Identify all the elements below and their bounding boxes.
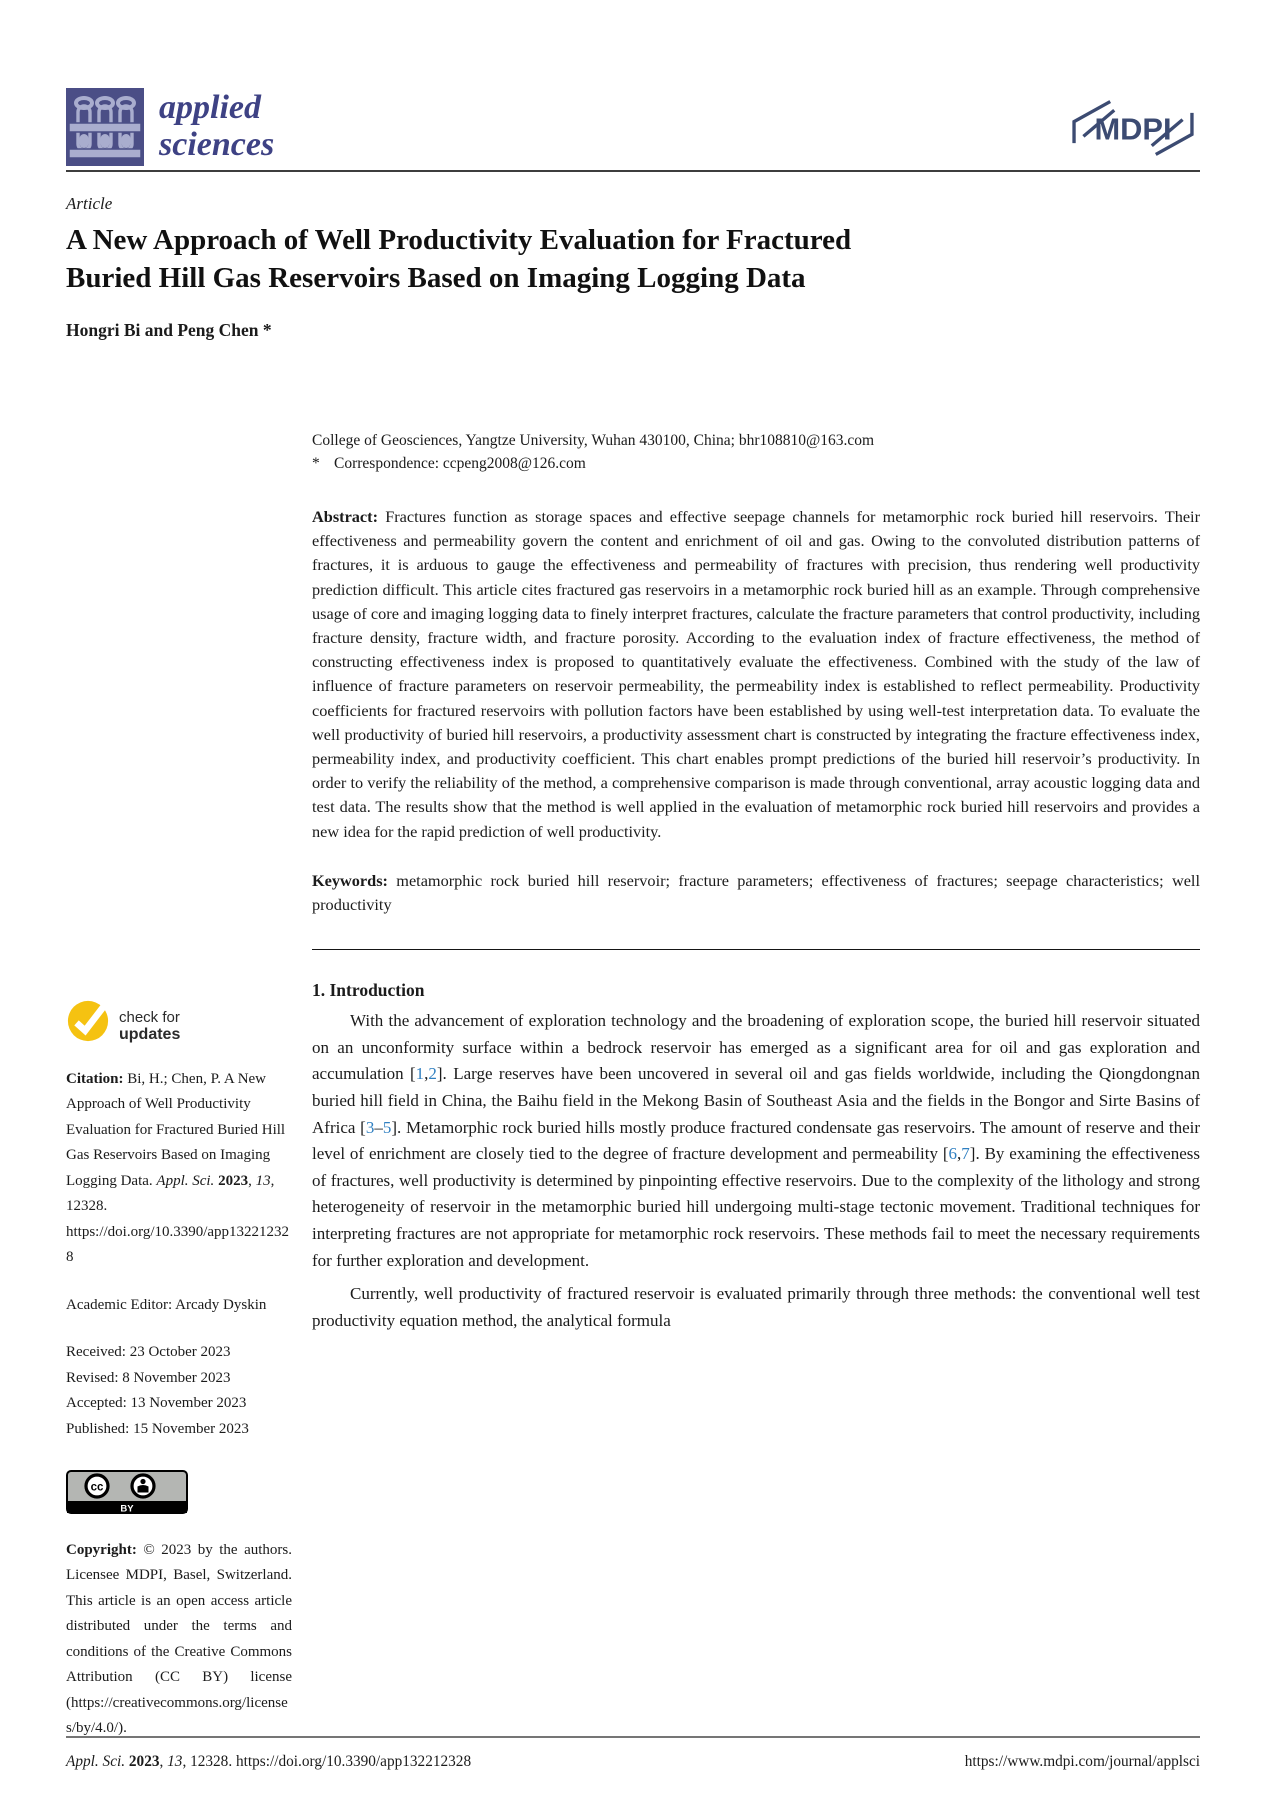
journal-brand <box>66 88 274 171</box>
correspondence-marker: * <box>312 455 320 472</box>
citation-ref-link[interactable]: 2 <box>428 1064 437 1084</box>
academic-editor-line: Academic Editor: Arcady Dyskin <box>66 1296 267 1313</box>
article-title-line2: Buried Hill Gas Reservoirs Based on Imaging Logging Data <box>66 262 806 294</box>
text-segment: Keywords: <box>312 870 397 890</box>
text-segment: 13 <box>255 1172 271 1189</box>
text-segment: Appl. Sci. <box>156 1172 219 1189</box>
text-segment: 2023 <box>128 1753 160 1770</box>
intro-paragraph-2 <box>312 1281 1200 1334</box>
check-for-updates-badge[interactable] <box>66 999 292 1053</box>
citation-ref-link[interactable]: 7 <box>961 1144 970 1164</box>
page-content <box>66 194 1200 1742</box>
intro-paragraph-1 <box>312 1008 1200 1274</box>
affiliation-line: College of Geosciences, Yangtze University, Wuhan 430100, China; bhr108810@163.com <box>312 432 875 449</box>
text-segment: , 12328. https://doi.org/10.3390/app132212328 <box>66 1172 290 1265</box>
accepted-date: Accepted: 13 November 2023 <box>66 1395 247 1411</box>
article-title-line1: A New Approach of Well Productivity Evaluation for Fractured <box>66 224 852 256</box>
svg-text:cc: cc <box>90 1481 104 1494</box>
text-segment: , <box>248 1172 256 1189</box>
correspondence-text: Correspondence: ccpeng2008@126.com <box>334 455 586 472</box>
citation-ref-link[interactable]: 5 <box>382 1117 392 1137</box>
page-header <box>66 88 1200 172</box>
published-date: Published: 15 November 2023 <box>66 1420 249 1437</box>
authors-line: Hongri Bi and Peng Chen * <box>66 320 272 340</box>
journal-wordmark <box>159 88 274 171</box>
main-column <box>312 429 1200 1334</box>
text-segment: , 12328. https://doi.org/10.3390/app132212328 <box>182 1753 472 1770</box>
keywords-paragraph <box>312 869 1200 917</box>
page-footer <box>66 1736 1200 1771</box>
article-type-label: Article <box>66 194 113 213</box>
text-segment: Fractures function as storage spaces and effective seepage channels for metamorphic rock buried hill reservoirs. Their effectiveness and permeability govern the content and enrichment of oil and gas. Owing to the convoluted distribution patterns of fractures, it is arduous to gauge the effectiveness and permeability of fractures with precision, thus rendering well productivity prediction difficult. This article cites fractured gas reservoirs in a metamorphic rock buried hill as an example. Through comprehensive usage of core and imaging logging data to finely interpret fractures, calculate the fracture parameters that control productivity, including fracture density, fracture width, and fracture porosity. According to the evaluation index of fracture effectiveness, the method of constructing effectiveness index is proposed to quantitatively evaluate the effectiveness. Combined with the study of the law of influence of fracture parameters on reservoir permeability, the permeability index is established to reflect permeability. Productivity coefficients for fractured reservoirs with pollution factors have been established by using well-test interpretation data. To evaluate the well productivity of buried hill reservoirs, a productivity assessment chart is constructed by integrating the fracture effectiveness index, permeability index, and productivity coefficient. This chart enables prompt predictions of the buried hill reservoir’s productivity. In order to verify the reliability of the method, a comprehensive comparison is made through conventional, array acoustic logging data and test data. The results show that the method is well applied in the evaluation of metamorphic rock buried hill reservoirs and provides a new idea for the rapid prediction of well productivity. <box>312 507 1201 841</box>
text-segment: With the advancement of exploration technology and the broadening of exploration scope, the buried hill reservoir situated on an unconformity surface within a bedrock reservoir has emerged as a significant area for oil and gas exploration and accumulation [ <box>312 1011 1200 1084</box>
main-two-column-area <box>66 429 1200 1742</box>
article-title <box>66 221 1200 297</box>
mdpi-logo-icon <box>1066 96 1200 165</box>
text-segment: Abstract: <box>312 507 386 526</box>
text-segment: Citation: <box>66 1070 128 1087</box>
correspondence-line <box>312 452 1200 475</box>
journal-wordmark-line2: sciences <box>159 126 275 163</box>
citation-ref-link[interactable]: 1 <box>415 1064 425 1084</box>
keywords-divider <box>312 949 1200 950</box>
footer-journal-url[interactable]: https://www.mdpi.com/journal/applsci <box>964 1753 1200 1770</box>
revised-date: Revised: 8 November 2023 <box>66 1369 231 1386</box>
abstract-paragraph <box>312 505 1200 844</box>
left-sidebar <box>66 429 292 1742</box>
text-segment: Appl. Sci. <box>66 1753 129 1770</box>
history-dates-block <box>66 1340 292 1442</box>
text-segment: ]. Large reserves have been uncovered in several oil and gas fields worldwide, including the Qiongdongnan buried hill field in China, the Baihu field in the Mekong Basin of Southeast Asia and the fields in the Bongor and Sirte Basins of Africa [ <box>312 1064 1200 1137</box>
text-segment: ]. By examining the effectiveness of fractures, well productivity is determined by pinpointing effective reservoirs. Due to the complexity of the lithology and strong heterogeneity of reservoir in the metamorphic buried hill undergoing multi-stage tectonic movement. Traditional techniques for interpreting fractures are not appropriate for metamorphic rock reservoirs. These methods fail to meet the necessary requirements for further exploration and development. <box>312 1144 1200 1270</box>
journal-wordmark-line1: applied <box>159 89 261 126</box>
text-segment: , <box>424 1064 429 1084</box>
text-segment: , <box>957 1144 962 1164</box>
citation-ref-link[interactable]: 3 <box>365 1117 375 1137</box>
footer-citation <box>66 1753 471 1771</box>
svg-text:MDPI: MDPI <box>1094 111 1172 147</box>
text-segment: 2023 <box>218 1172 249 1189</box>
svg-text:BY: BY <box>120 1503 134 1514</box>
check-for-updates-label: check for updates <box>119 1008 181 1043</box>
citation-block <box>66 1067 292 1271</box>
text-segment: Currently, well productivity of fractured reservoir is evaluated primarily through three methods: the conventional well test productivity equation method, the analytical formula <box>312 1284 1200 1330</box>
text-segment: © 2023 by the authors. Licensee MDPI, Basel, Switzerland. This article is an open access article distributed under the terms and conditions of the Creative Commons Attribution (CC BY) license (https://creativecommons.org/licenses/by/4.0/). <box>66 1541 292 1736</box>
text-segment: , <box>159 1753 168 1770</box>
citation-ref-link[interactable]: 6 <box>948 1144 958 1164</box>
text-segment: – <box>374 1117 383 1137</box>
cc-by-license-badge[interactable] <box>66 1470 292 1524</box>
received-date: Received: 23 October 2023 <box>66 1344 231 1360</box>
text-segment: ]. Metamorphic rock buried hills mostly produce fractured condensate gas reservoirs. The amount of reserve and their level of enrichment are closely tied to the degree of fracture development and permeability [ <box>312 1117 1201 1164</box>
text-segment: Bi, H.; Chen, P. A New Approach of Well Productivity Evaluation for Fractured Buried Hill Gas Reservoirs Based on Imaging Logging Data. <box>66 1070 286 1189</box>
text-segment: 13 <box>167 1753 183 1770</box>
text-segment: Copyright: <box>66 1541 144 1558</box>
copyright-block <box>66 1538 292 1742</box>
text-segment: metamorphic rock buried hill reservoir; fracture parameters; effectiveness of fractures; seepage characteristics; well productivity <box>312 870 1200 915</box>
section-heading-introduction: 1. Introduction <box>312 980 425 1001</box>
applied-sciences-test-tubes-icon <box>66 88 144 171</box>
check-circle-icon <box>66 999 110 1053</box>
